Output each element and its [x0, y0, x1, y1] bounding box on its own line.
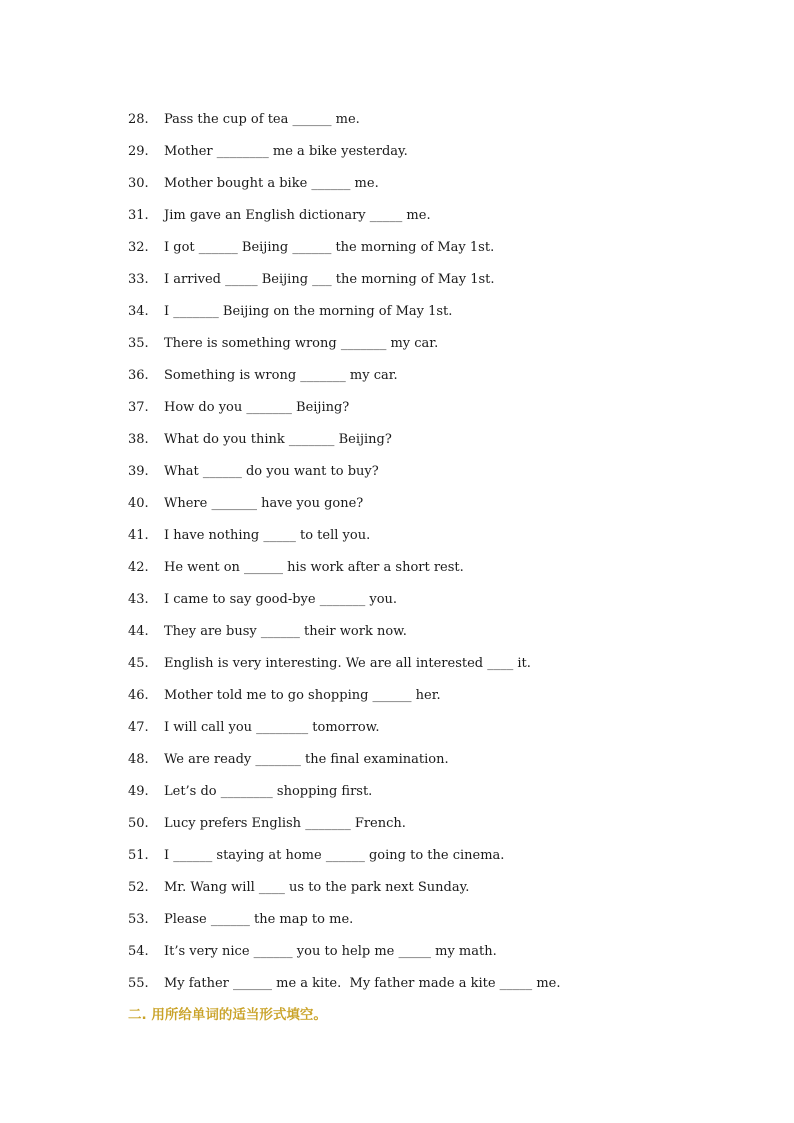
question-text: My father ______ me a kite. My father made a kite _____ me.	[164, 976, 561, 991]
question-list	[128, 111, 768, 1007]
question-text: Let’s do ________ shopping first.	[164, 784, 373, 799]
question-number: 40.	[128, 496, 149, 511]
question-item	[128, 335, 768, 367]
question-item	[128, 111, 768, 143]
question-number: 52.	[128, 880, 149, 895]
question-item	[128, 303, 768, 335]
question-item	[128, 815, 768, 847]
question-text: Please ______ the map to me.	[164, 912, 354, 927]
question-number: 33.	[128, 272, 149, 287]
question-item	[128, 879, 768, 911]
question-item	[128, 207, 768, 239]
question-item	[128, 271, 768, 303]
question-number: 38.	[128, 432, 149, 447]
question-number: 32.	[128, 240, 149, 255]
question-text: They are busy ______ their work now.	[164, 624, 407, 639]
question-number: 42.	[128, 560, 149, 575]
question-item	[128, 911, 768, 943]
question-number: 55.	[128, 976, 149, 991]
question-text: Something is wrong _______ my car.	[164, 368, 398, 383]
question-item	[128, 527, 768, 559]
question-text: What do you think _______ Beijing?	[164, 432, 392, 447]
question-number: 37.	[128, 400, 149, 415]
question-number: 41.	[128, 528, 149, 543]
question-item	[128, 143, 768, 175]
question-item	[128, 463, 768, 495]
question-item	[128, 655, 768, 687]
question-number: 47.	[128, 720, 149, 735]
question-item	[128, 399, 768, 431]
question-item	[128, 623, 768, 655]
section-heading: 二. 用所给单词的适当形式填空。	[128, 1007, 327, 1023]
question-number: 36.	[128, 368, 149, 383]
question-text: Lucy prefers English _______ French.	[164, 816, 406, 831]
question-text: I came to say good-bye _______ you.	[164, 592, 398, 607]
question-item	[128, 431, 768, 463]
question-number: 35.	[128, 336, 149, 351]
question-text: How do you _______ Beijing?	[164, 400, 350, 415]
question-text: What ______ do you want to buy?	[164, 464, 379, 479]
question-text: Mother ________ me a bike yesterday.	[164, 144, 408, 159]
question-item	[128, 719, 768, 751]
question-item	[128, 367, 768, 399]
question-text: We are ready _______ the final examination.	[164, 752, 449, 767]
question-text: Pass the cup of tea ______ me.	[164, 112, 360, 127]
question-text: Jim gave an English dictionary _____ me.	[164, 208, 431, 223]
question-number: 45.	[128, 656, 149, 671]
question-item	[128, 943, 768, 975]
question-item	[128, 559, 768, 591]
question-text: I ______ staying at home ______ going to the cinema.	[164, 848, 505, 863]
question-number: 39.	[128, 464, 149, 479]
question-number: 30.	[128, 176, 149, 191]
question-number: 50.	[128, 816, 149, 831]
question-text: I will call you ________ tomorrow.	[164, 720, 380, 735]
question-text: I got ______ Beijing ______ the morning of May 1st.	[164, 240, 495, 255]
question-item	[128, 751, 768, 783]
question-number: 54.	[128, 944, 149, 959]
question-text: Mr. Wang will ____ us to the park next Sunday.	[164, 880, 470, 895]
question-text: I _______ Beijing on the morning of May 1st.	[164, 304, 453, 319]
question-item	[128, 783, 768, 815]
question-number: 44.	[128, 624, 149, 639]
question-text: I arrived _____ Beijing ___ the morning of May 1st.	[164, 272, 495, 287]
question-number: 51.	[128, 848, 149, 863]
question-text: Mother bought a bike ______ me.	[164, 176, 379, 191]
question-text: It’s very nice ______ you to help me _____ my math.	[164, 944, 497, 959]
question-text: Where _______ have you gone?	[164, 496, 364, 511]
question-item	[128, 847, 768, 879]
question-text: There is something wrong _______ my car.	[164, 336, 439, 351]
question-number: 29.	[128, 144, 149, 159]
question-number: 53.	[128, 912, 149, 927]
question-item	[128, 175, 768, 207]
question-item	[128, 687, 768, 719]
question-text: English is very interesting. We are all interested ____ it.	[164, 656, 531, 671]
question-text: Mother told me to go shopping ______ her.	[164, 688, 441, 703]
question-item	[128, 591, 768, 623]
question-number: 48.	[128, 752, 149, 767]
question-number: 31.	[128, 208, 149, 223]
question-text: I have nothing _____ to tell you.	[164, 528, 371, 543]
question-number: 43.	[128, 592, 149, 607]
question-item	[128, 239, 768, 271]
question-number: 49.	[128, 784, 149, 799]
question-text: He went on ______ his work after a short rest.	[164, 560, 464, 575]
question-item	[128, 975, 768, 1007]
question-number: 28.	[128, 112, 149, 127]
question-number: 34.	[128, 304, 149, 319]
question-item	[128, 495, 768, 527]
question-number: 46.	[128, 688, 149, 703]
